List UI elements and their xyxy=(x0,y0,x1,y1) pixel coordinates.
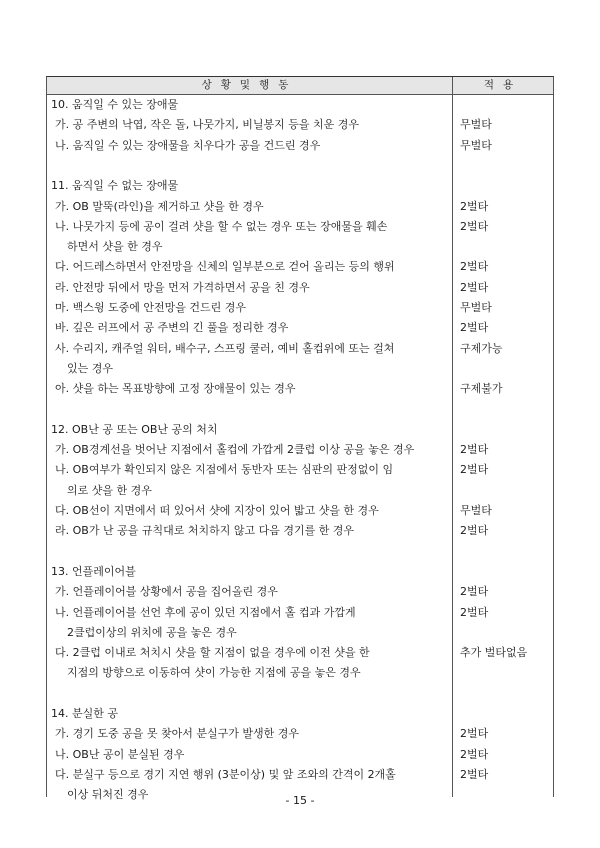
rule-row xyxy=(47,257,553,277)
rule-row xyxy=(47,440,553,460)
section-title xyxy=(47,562,553,582)
rule-row xyxy=(47,217,553,237)
rule-row xyxy=(47,197,553,217)
rule-row xyxy=(47,765,553,785)
rule-row-continuation xyxy=(47,663,553,683)
penalty-value: 2벌타 xyxy=(460,260,489,274)
penalty-value: 2벌타 xyxy=(460,585,489,599)
rule-row xyxy=(47,298,553,318)
rule-row xyxy=(47,339,553,359)
penalty-value: 무벌타 xyxy=(460,138,492,152)
section-title xyxy=(47,95,553,115)
rule-row-text: 나. OB여부가 확인되지 않은 지점에서 동반자 또는 심판의 판정없이 임 xyxy=(55,463,394,477)
rule-row-text: 다. 분실구 등으로 경기 지연 행위 (3분이상) 및 앞 조와의 간격이 2개홀 xyxy=(55,767,396,781)
rule-row-continuation-text: 의로 샷을 한 경우 xyxy=(67,483,152,497)
rule-row-text: 나. 움직일 수 있는 장애물을 치우다가 공을 건드린 경우 xyxy=(55,138,321,152)
section-title xyxy=(47,704,553,724)
rule-row-continuation xyxy=(47,623,553,643)
rule-row xyxy=(47,603,553,623)
rule-row-text: 가. OB 말뚝(라인)을 제거하고 샷을 한 경우 xyxy=(55,199,264,213)
penalty-value: 2벌타 xyxy=(460,463,489,477)
section-title-text: 14. 분실한 공 xyxy=(51,707,118,720)
rule-row-text: 마. 백스윙 도중에 안전망을 건드린 경우 xyxy=(55,301,246,314)
rule-row xyxy=(47,745,553,765)
rule-row xyxy=(47,379,553,399)
rule-row-continuation xyxy=(47,237,553,257)
rule-row-text: 가. 언플레이어블 상황에서 공을 집어올린 경우 xyxy=(55,585,278,599)
header-situation: 상황및행동 xyxy=(47,77,453,94)
rule-row-continuation xyxy=(47,481,553,501)
rule-row-continuation-text: 지점의 방향으로 이동하여 샷이 가능한 지점에 공을 놓은 경우 xyxy=(67,666,361,680)
penalty-value: 2벌타 xyxy=(460,605,489,619)
rule-row-text: 아. 샷을 하는 목표방향에 고정 장애물이 있는 경우 xyxy=(55,382,296,396)
section-title-text: 12. OB난 공 또는 OB난 공의 처치 xyxy=(51,422,218,436)
penalty-value: 2벌타 xyxy=(460,767,489,781)
rule-row xyxy=(47,115,553,135)
penalty-value: 구제가능 xyxy=(460,341,503,355)
rule-row xyxy=(47,136,553,156)
section-title xyxy=(47,176,553,196)
rule-row-text: 나. 나뭇가지 등에 공이 걸려 샷을 할 수 없는 경우 또는 장애물을 훼손 xyxy=(55,219,388,233)
penalty-value: 구제불가 xyxy=(460,382,503,396)
page-number: - 15 - xyxy=(285,794,315,807)
rule-row xyxy=(47,582,553,602)
rule-row-text: 나. OB난 공이 분실된 경우 xyxy=(55,747,185,761)
rule-row xyxy=(47,643,553,663)
penalty-value: 2벌타 xyxy=(460,443,489,457)
penalty-value: 2벌타 xyxy=(460,321,489,335)
rule-row-text: 가. 경기 도중 공을 못 찾아서 분실구가 발생한 경우 xyxy=(55,727,299,741)
penalty-value: 2벌타 xyxy=(460,727,489,741)
rule-row-text: 가. 공 주변의 낙엽, 작은 돌, 나뭇가지, 비닐봉지 등을 치운 경우 xyxy=(55,118,359,132)
table-header xyxy=(47,77,553,95)
header-penalty: 적용 xyxy=(483,79,523,91)
penalty-value: 2벌타 xyxy=(460,747,489,761)
rule-row-text: 가. OB경계선을 벗어난 지점에서 홀컵에 가깝게 2클럽 이상 공을 놓은 경우 xyxy=(55,443,415,457)
rule-row xyxy=(47,724,553,744)
rule-row xyxy=(47,521,553,541)
penalty-value: 2벌타 xyxy=(460,199,489,213)
section-title-text: 10. 움직일 수 있는 장애물 xyxy=(51,98,179,111)
rule-row-text: 라. 안전망 뒤에서 망을 먼저 가격하면서 공을 친 경우 xyxy=(55,280,310,294)
rule-row-text: 다. OB선이 지면에서 떠 있어서 샷에 지장이 있어 밟고 샷을 한 경우 xyxy=(55,504,379,517)
rule-row-text: 바. 깊은 러프에서 공 주변의 긴 풀을 정리한 경우 xyxy=(55,321,289,335)
rule-row xyxy=(47,318,553,338)
rule-row-text: 라. OB가 난 공을 규칙대로 처치하지 않고 다음 경기를 한 경우 xyxy=(55,524,355,538)
penalty-value: 추가 벌타없음 xyxy=(460,646,528,660)
rule-row-continuation-text: 2클럽이상의 위치에 공을 놓은 경우 xyxy=(67,625,237,639)
section-title-text: 13. 언플레이어블 xyxy=(51,564,136,578)
section-title-text: 11. 움직일 수 없는 장애물 xyxy=(51,179,179,193)
rule-row xyxy=(47,501,553,521)
rule-row-continuation-text: 있는 경우 xyxy=(67,361,114,375)
rule-row-text: 다. 2클럽 이내로 처치시 샷을 할 지점이 없을 경우에 이전 샷을 한 xyxy=(55,646,370,660)
penalty-value: 무벌타 xyxy=(460,504,492,517)
rule-row-continuation-text: 하면서 샷을 한 경우 xyxy=(67,240,163,254)
penalty-value: 무벌타 xyxy=(460,118,492,132)
rule-row-text: 다. 어드레스하면서 안전망을 신체의 일부분으로 걷어 올리는 등의 행위 xyxy=(55,260,395,274)
penalty-value: 무벌타 xyxy=(460,301,492,314)
penalty-value: 2벌타 xyxy=(460,219,489,233)
penalty-value: 2벌타 xyxy=(460,280,489,294)
rule-row-text: 사. 수리지, 캐주얼 워터, 배수구, 스프링 쿨러, 예비 홀컵위에 또는 걸쳐 xyxy=(55,341,395,355)
rule-row-continuation-text: 이상 뒤처진 경우 xyxy=(67,788,149,802)
rule-row xyxy=(47,460,553,480)
rule-row xyxy=(47,278,553,298)
rule-row-text: 나. 언플레이어블 선언 후에 공이 있던 지점에서 홀 컵과 가깝게 xyxy=(55,605,356,619)
rule-row-continuation xyxy=(47,359,553,379)
section-title xyxy=(47,420,553,440)
penalty-value: 2벌타 xyxy=(460,524,489,538)
